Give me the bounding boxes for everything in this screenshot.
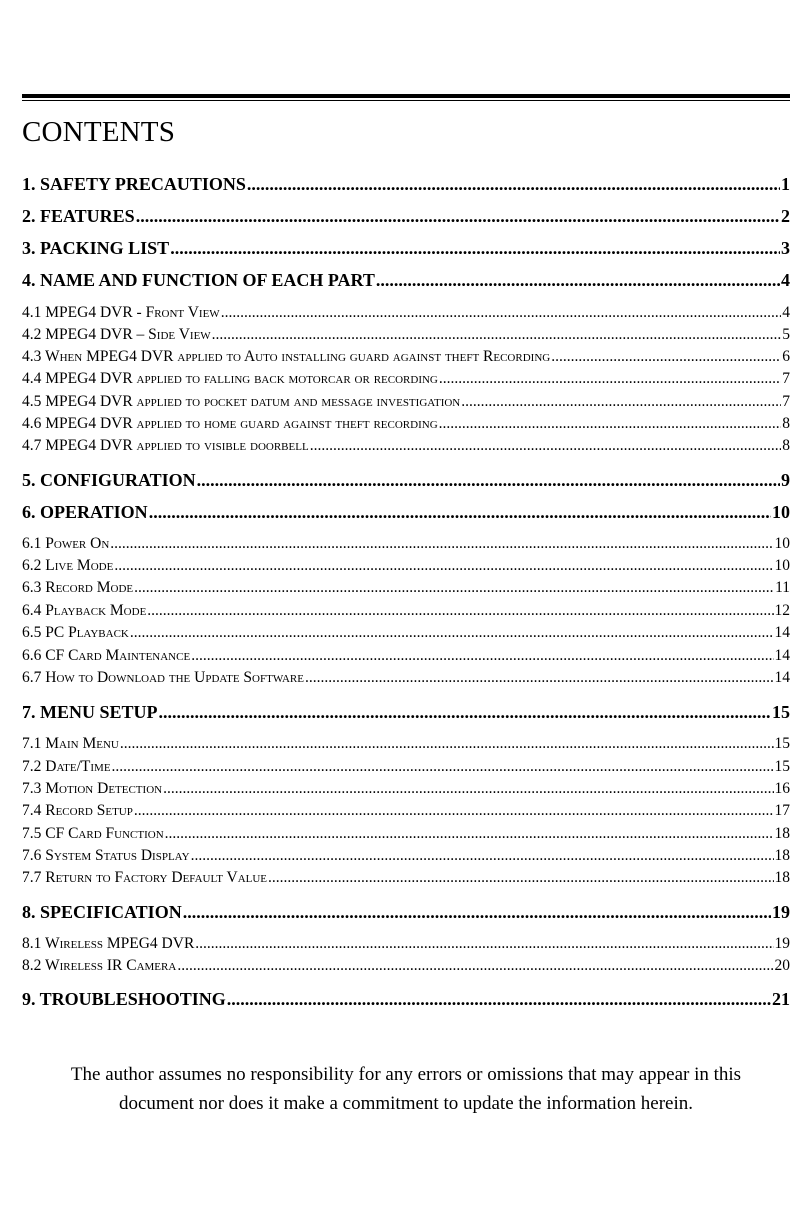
toc-dot-leader <box>439 413 782 435</box>
toc-dot-leader <box>165 823 774 845</box>
toc-dot-leader <box>112 756 774 778</box>
toc-subsection-entry[interactable] <box>22 368 790 390</box>
toc-entry-label: 6.6 CF Card Maintenance <box>22 647 191 664</box>
toc-page-number: 18 <box>774 847 790 864</box>
toc-dot-leader <box>227 987 771 1011</box>
toc-dot-leader <box>305 667 774 689</box>
toc-entry-label: 6.7 How to Download the Update Software <box>22 669 304 686</box>
toc-dot-leader <box>461 391 781 413</box>
toc-page-number: 8 <box>782 415 790 432</box>
toc-entry-label: 4.4 MPEG4 DVR applied to falling back motorcar or recording <box>22 370 438 387</box>
toc-page-number: 10 <box>772 502 790 522</box>
toc-dot-leader <box>149 500 771 524</box>
toc-page-number: 5 <box>782 326 790 343</box>
toc-page-number: 1 <box>781 174 790 194</box>
toc-entry-label: 4. NAME AND FUNCTION OF EACH PART <box>22 270 375 290</box>
disclaimer-line-2: document nor does it make a commitment to update the information herein. <box>118 1093 694 1114</box>
toc-page-number: 2 <box>781 206 790 226</box>
toc-subsection-entry[interactable] <box>22 391 790 413</box>
page-title: CONTENTS <box>22 116 176 148</box>
toc-entry-label: 3. PACKING LIST <box>22 238 170 258</box>
toc-section-entry[interactable] <box>22 900 790 924</box>
toc-subsection-entry[interactable] <box>22 667 790 689</box>
toc-section-entry[interactable] <box>22 500 790 524</box>
toc-entry-label: 2. FEATURES <box>22 206 135 226</box>
toc-page-number: 7 <box>782 370 790 387</box>
toc-subsection-entry[interactable] <box>22 867 790 889</box>
toc-page-number: 4 <box>782 304 790 321</box>
toc-dot-leader <box>439 368 781 390</box>
toc-entry-label: 4.3 When MPEG4 DVR applied to Auto installing guard against theft Recording <box>22 348 551 365</box>
toc-dot-leader <box>134 800 774 822</box>
toc-subsection-entry[interactable] <box>22 933 790 955</box>
toc-entry-label: 4.5 MPEG4 DVR applied to pocket datum and message investigation <box>22 393 461 410</box>
toc-page-number: 11 <box>775 579 790 596</box>
toc-section-entry[interactable] <box>22 268 790 292</box>
disclaimer-line-1: The author assumes no responsibility for any errors or omissions that may appear in this <box>70 1064 742 1085</box>
toc-dot-leader <box>376 268 780 292</box>
toc-page-number: 15 <box>774 758 790 775</box>
toc-entry-label: 7.4 Record Setup <box>22 802 133 819</box>
toc-section-entry[interactable] <box>22 204 790 228</box>
toc-dot-leader <box>136 204 780 228</box>
toc-entry-label: 4.1 MPEG4 DVR - Front View <box>22 304 220 321</box>
toc-entry-label: 7.5 CF Card Function <box>22 825 164 842</box>
toc-subsection-entry[interactable] <box>22 778 790 800</box>
toc-page-number: 18 <box>774 869 790 886</box>
toc-dot-leader <box>114 555 773 577</box>
toc-subsection-entry[interactable] <box>22 733 790 755</box>
toc-dot-leader <box>197 468 780 492</box>
toc-dot-leader <box>177 955 773 977</box>
toc-section-entry[interactable] <box>22 172 790 196</box>
toc-page-number: 20 <box>774 957 790 974</box>
toc-dot-leader <box>191 845 774 867</box>
toc-page-number: 14 <box>774 624 790 641</box>
toc-subsection-entry[interactable] <box>22 577 790 599</box>
toc-entry-label: 7.3 Motion Detection <box>22 780 163 797</box>
toc-page-number: 16 <box>774 780 790 797</box>
toc-entry-label: 9. TROUBLESHOOTING <box>22 989 226 1009</box>
toc-dot-leader <box>310 435 782 457</box>
toc-page-number: 12 <box>774 602 790 619</box>
toc-page-number: 19 <box>774 935 790 952</box>
toc-subsection-entry[interactable] <box>22 955 790 977</box>
toc-page-number: 18 <box>774 825 790 842</box>
toc-entry-label: 7. MENU SETUP <box>22 702 158 722</box>
toc-dot-leader <box>212 324 782 346</box>
toc-subsection-entry[interactable] <box>22 645 790 667</box>
toc-subsection-entry[interactable] <box>22 555 790 577</box>
toc-dot-leader <box>551 346 781 368</box>
toc-entry-label: 6. OPERATION <box>22 502 148 522</box>
toc-dot-leader <box>191 645 773 667</box>
toc-entry-label: 7.6 System Status Display <box>22 847 190 864</box>
toc-entry-label: 7.1 Main Menu <box>22 735 119 752</box>
toc-page-number: 15 <box>772 702 790 722</box>
toc-entry-label: 8. SPECIFICATION <box>22 902 182 922</box>
toc-entry-label: 6.4 Playback Mode <box>22 602 147 619</box>
toc-page-number: 10 <box>774 535 790 552</box>
toc-page-number: 14 <box>774 647 790 664</box>
toc-page-number: 7 <box>782 393 790 410</box>
toc-subsection-entry[interactable] <box>22 435 790 457</box>
toc-page-number: 21 <box>772 989 790 1009</box>
toc-entry-label: 1. SAFETY PRECAUTIONS <box>22 174 246 194</box>
toc-dot-leader <box>110 533 773 555</box>
toc-page-number: 3 <box>781 238 790 258</box>
toc-dot-leader <box>134 577 774 599</box>
toc-entry-label: 6.3 Record Mode <box>22 579 134 596</box>
toc-subsection-entry[interactable] <box>22 756 790 778</box>
toc-entry-label: 6.2 Live Mode <box>22 557 114 574</box>
toc-page-number: 6 <box>782 348 790 365</box>
toc-subsection-entry[interactable] <box>22 533 790 555</box>
toc-page-number: 19 <box>772 902 790 922</box>
toc-dot-leader <box>130 622 774 644</box>
toc-dot-leader <box>221 302 782 324</box>
disclaimer <box>22 1060 790 1118</box>
toc-dot-leader <box>170 236 780 260</box>
toc-page-number: 9 <box>781 470 790 490</box>
toc-subsection-entry[interactable] <box>22 800 790 822</box>
toc-subsection-entry[interactable] <box>22 324 790 346</box>
toc-subsection-entry[interactable] <box>22 302 790 324</box>
toc-entry-label: 4.2 MPEG4 DVR – Side View <box>22 326 211 343</box>
toc-dot-leader <box>147 600 773 622</box>
toc-section-entry[interactable] <box>22 700 790 724</box>
toc-page-number: 15 <box>774 735 790 752</box>
toc-dot-leader <box>268 867 773 889</box>
toc-dot-leader <box>183 900 771 924</box>
toc-entry-label: 5. CONFIGURATION <box>22 470 196 490</box>
toc-subsection-entry[interactable] <box>22 600 790 622</box>
toc-dot-leader <box>247 172 780 196</box>
header-rule-thin <box>22 100 790 101</box>
toc-page-number: 8 <box>782 437 790 454</box>
toc-entry-label: 4.7 MPEG4 DVR applied to visible doorbell <box>22 437 309 454</box>
toc-entry-label: 6.5 PC Playback <box>22 624 129 641</box>
toc-entry-label: 4.6 MPEG4 DVR applied to home guard against theft recording <box>22 415 438 432</box>
toc-section-entry[interactable] <box>22 468 790 492</box>
toc-subsection-entry[interactable] <box>22 346 790 368</box>
toc-dot-leader <box>120 733 774 755</box>
toc-entry-label: 8.2 Wireless IR Camera <box>22 957 177 974</box>
toc-subsection-entry[interactable] <box>22 622 790 644</box>
toc-subsection-entry[interactable] <box>22 413 790 435</box>
toc-subsection-entry[interactable] <box>22 823 790 845</box>
toc-entry-label: 6.1 Power On <box>22 535 110 552</box>
toc-page-number: 4 <box>781 270 790 290</box>
toc-entry-label: 7.7 Return to Factory Default Value <box>22 869 268 886</box>
header-rule-thick <box>22 94 790 98</box>
toc-subsection-entry[interactable] <box>22 845 790 867</box>
toc-entry-label: 7.2 Date/Time <box>22 758 111 775</box>
toc-section-entry[interactable] <box>22 987 790 1011</box>
toc-dot-leader <box>163 778 773 800</box>
toc-dot-leader <box>159 700 771 724</box>
toc-dot-leader <box>195 933 773 955</box>
toc-entry-label: 8.1 Wireless MPEG4 DVR <box>22 935 195 952</box>
toc-page-number: 14 <box>774 669 790 686</box>
toc-page-number: 17 <box>774 802 790 819</box>
toc-section-entry[interactable] <box>22 236 790 260</box>
toc-page-number: 10 <box>774 557 790 574</box>
